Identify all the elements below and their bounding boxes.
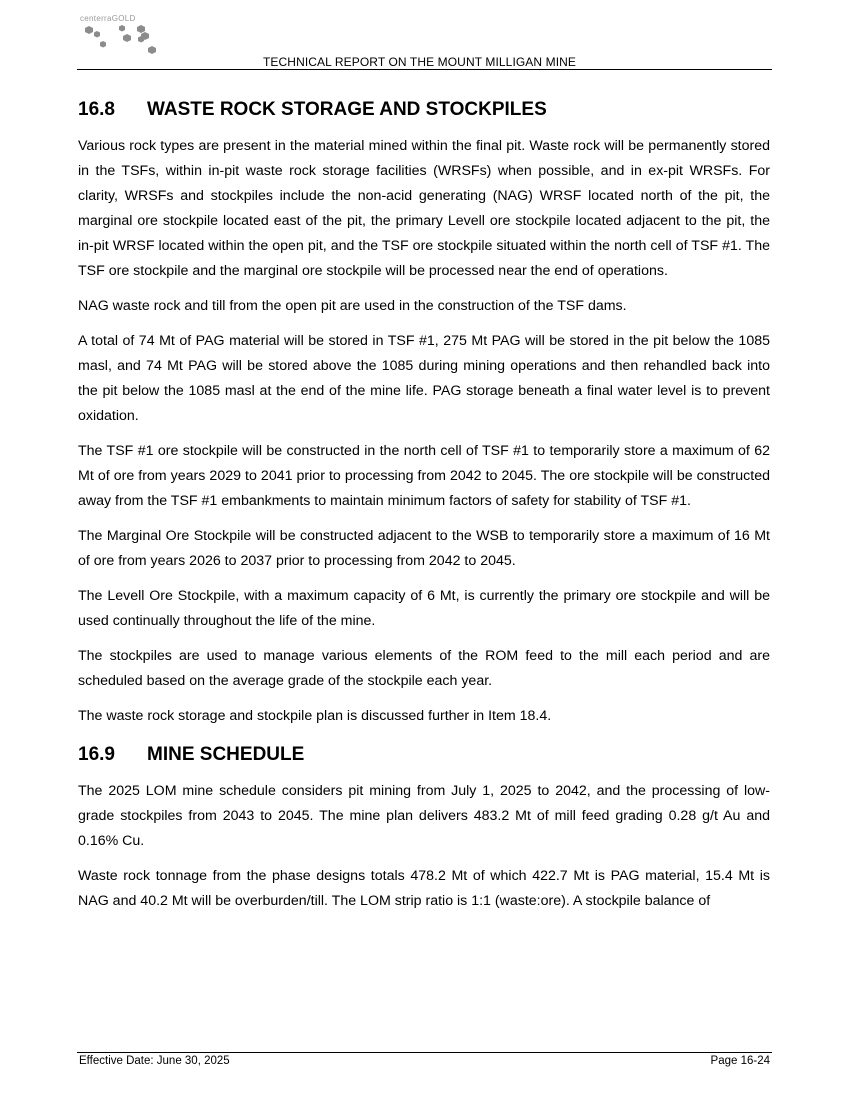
running-header-title: TECHNICAL REPORT ON THE MOUNT MILLIGAN MINE <box>263 55 577 69</box>
company-logo <box>80 14 170 64</box>
paragraph: A total of 74 Mt of PAG material will be stored in TSF #1, 275 Mt PAG will be stored in the pit below the 1085 masl, and 74 Mt PAG will be stored above the 1085 during mining operations and then rehandled back into the pit below the 1085 masl at the end of the mine life. PAG storage beneath a final water level is to prevent oxidation. <box>78 333 770 424</box>
paragraph: The TSF #1 ore stockpile will be constructed in the north cell of TSF #1 to temporarily store a maximum of 62 Mt of ore from years 2029 to 2041 prior to processing from 2042 to 2045. The ore stockpile will be constructed away from the TSF #1 embankments to maintain minimum factors of safety for stability of TSF #1. <box>78 443 770 509</box>
logo-wordmark: centerraGOLD <box>80 14 136 23</box>
paragraph: The waste rock storage and stockpile plan is discussed further in Item 18.4. <box>78 708 552 724</box>
paragraph: NAG waste rock and till from the open pit are used in the construction of the TSF dams. <box>78 298 627 314</box>
section-title: MINE SCHEDULE <box>147 744 305 765</box>
logo-hexagon-cluster-icon <box>80 24 160 64</box>
paragraph: The Levell Ore Stockpile, with a maximum capacity of 6 Mt, is currently the primary ore stockpile and will be used continually throughout the life of the mine. <box>78 588 770 629</box>
effective-date: Effective Date: June 30, 2025 <box>79 1055 230 1067</box>
section-heading-16-9 <box>78 741 770 769</box>
section-number: 16.8 <box>78 99 115 120</box>
paragraph: The Marginal Ore Stockpile will be constructed adjacent to the WSB to temporarily store a maximum of 16 Mt of ore from years 2026 to 2037 prior to processing from 2042 to 2045. <box>78 528 770 569</box>
section-heading-16-8 <box>78 96 770 124</box>
paragraph: Various rock types are present in the material mined within the final pit. Waste rock will be permanently stored in the TSFs, within in-pit waste rock storage facilities (WRSFs) when possible, and in ex-pit WRSFs. For clarity, WRSFs and stockpiles include the non-acid generating (NAG) WRSF located north of the pit, the marginal ore stockpile located east of the pit, the primary Levell ore stockpile located adjacent to the pit, the in-pit WRSF located within the open pit, and the TSF ore stockpile situated within the north cell of TSF #1. The TSF ore stockpile and the marginal ore stockpile will be processed near the end of operations. <box>78 138 770 279</box>
section-title: WASTE ROCK STORAGE AND STOCKPILES <box>147 99 547 120</box>
section-number: 16.9 <box>78 744 115 765</box>
paragraph: The 2025 LOM mine schedule considers pit mining from July 1, 2025 to 2042, and the processing of low-grade stockpiles from 2043 to 2045. The mine plan delivers 483.2 Mt of mill feed grading 0.28 g/t Au and 0.16% Cu. <box>78 783 770 849</box>
page-body <box>78 96 770 924</box>
paragraph: The stockpiles are used to manage various elements of the ROM feed to the mill each period and are scheduled based on the average grade of the stockpile each year. <box>78 648 770 689</box>
header-divider <box>77 69 772 70</box>
page-number: Page 16-24 <box>710 1055 770 1067</box>
footer-divider <box>77 1052 772 1053</box>
paragraph: Waste rock tonnage from the phase designs totals 478.2 Mt of which 422.7 Mt is PAG material, 15.4 Mt is NAG and 40.2 Mt will be overburden/till. The LOM strip ratio is 1:1 (waste:ore). A stockpile balance of <box>78 868 770 909</box>
